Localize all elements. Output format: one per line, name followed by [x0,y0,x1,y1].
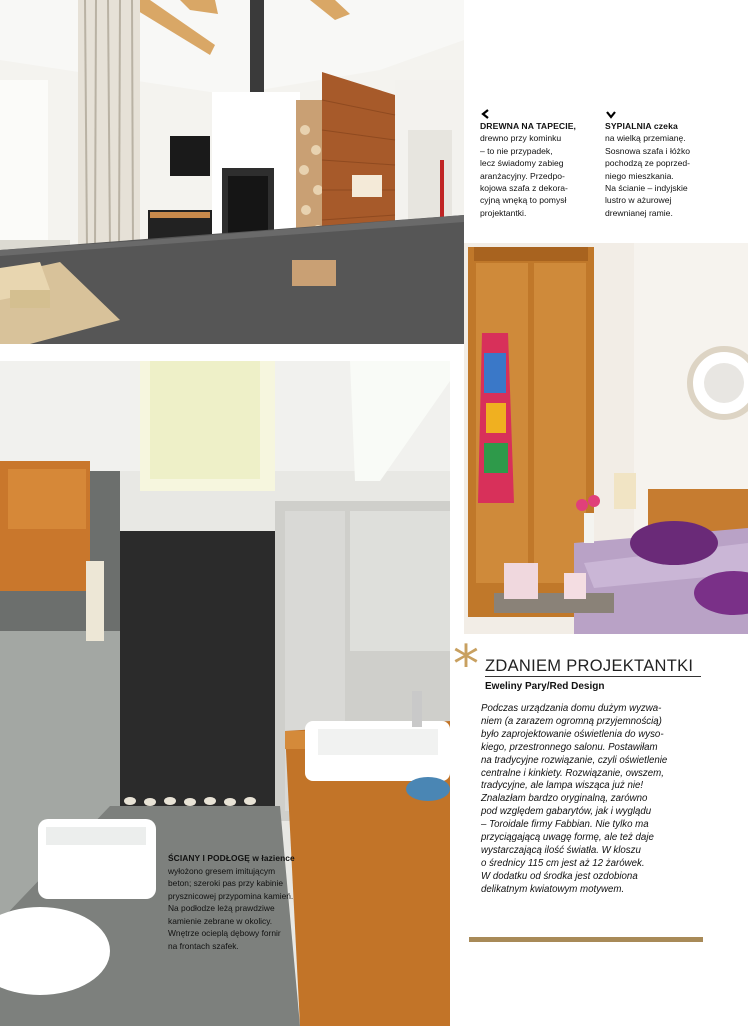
caption-line: lustro w ażurowej [605,195,672,206]
opinion-author: Eweliny Pary/Red Design [485,681,605,692]
photo-living-room [0,0,464,344]
caption-line: drewno przy kominku [480,133,562,144]
opinion-title: ZDANIEM PROJEKTANTKI [485,657,694,675]
bedroom-illustration [464,243,748,634]
arrow-left-icon [480,108,492,120]
opinion-line: niem (a zarazem ogromną przyjemnością) [481,715,662,727]
caption-line: kamienie zebrane w okolicy. [168,915,273,926]
opinion-line: przyciągającą uwagę formę, ale też daje [481,832,654,844]
caption-line: kojowa szafa z dekora- [480,183,568,194]
caption-line: lecz świadomy zabieg [480,158,564,169]
opinion-line: delikatnym kwiatowym motywem. [481,883,625,895]
opinion-line: o średnicy 115 cm jest aż 12 żarówek. [481,857,645,869]
opinion-line: Znalazłam bardzo oryginalną, zarówno [481,793,648,805]
caption-line: projektantki. [480,207,527,218]
opinion-line: na tradycyjne rozwiązanie, czyli oświetlenie [481,754,668,766]
caption-line: ŚCIANY I PODŁOGĘ w łazience [168,853,295,863]
caption-living-room [480,108,598,219]
caption-line: Wnętrze ocieplą dębowy fornir [168,928,281,938]
asterisk-icon: * [453,635,479,695]
opinion-body [481,703,703,897]
caption-line: Sosnowa szafa i łóżko [605,145,691,156]
opinion-line: było zaprojektowanie oświetlenia do wyso- [481,728,664,740]
opinion-line: pod względem gabarytów, jak i wyglądu [481,806,652,818]
opinion-line: W dodatku od środka jest ozdobiona [481,870,638,882]
caption-bedroom [605,108,745,219]
caption-line: wyłożono gresem imitującym [168,865,276,876]
caption-line: beton; szeroki pas przy kabinie [168,878,283,888]
title-divider [485,676,701,677]
caption-line: SYPIALNIA czeka [605,121,678,131]
opinion-line: kiego, przestronnego salonu. Postawiłam [481,741,658,753]
caption-line: niego mieszkania. [605,170,674,181]
living-room-illustration [0,0,464,344]
caption-line: drewnianej ramie. [605,207,673,218]
caption-line: – to nie przypadek, [480,145,553,156]
caption-line: cyjną wnęką to pomysł [480,195,567,206]
photo-bedroom [464,243,748,634]
caption-bathroom [168,852,333,952]
caption-line: pochodzą ze poprzed- [605,158,691,169]
opinion-line: wystarczającą ilość światła. W kloszu [481,844,641,856]
caption-line: Na podłodze leżą prawdziwe [168,903,275,913]
opinion-line: Podczas urządzania domu dużym wyzwa- [481,703,662,714]
caption-line: prysznicowej przypomina kamień. [168,890,294,901]
opinion-line: centralne i kinkiety. Rozwiązanie, owszem, [481,767,664,779]
opinion-line: – Toroidale firmy Fabbian. Nie tylko ma [481,819,649,831]
caption-line: na wielką przemianę. [605,133,686,144]
caption-line: aranżacyjny. Przedpo- [480,170,565,181]
opinion-line: tradycyjne, ale lampa wisząca już nie! [481,780,644,792]
bottom-accent-bar [469,937,703,942]
arrow-down-icon [605,108,617,120]
caption-line: na frontach szafek. [168,940,239,951]
caption-line: DREWNA NA TAPECIE, [480,121,577,131]
caption-line: Na ścianie – indyjskie [605,183,688,194]
